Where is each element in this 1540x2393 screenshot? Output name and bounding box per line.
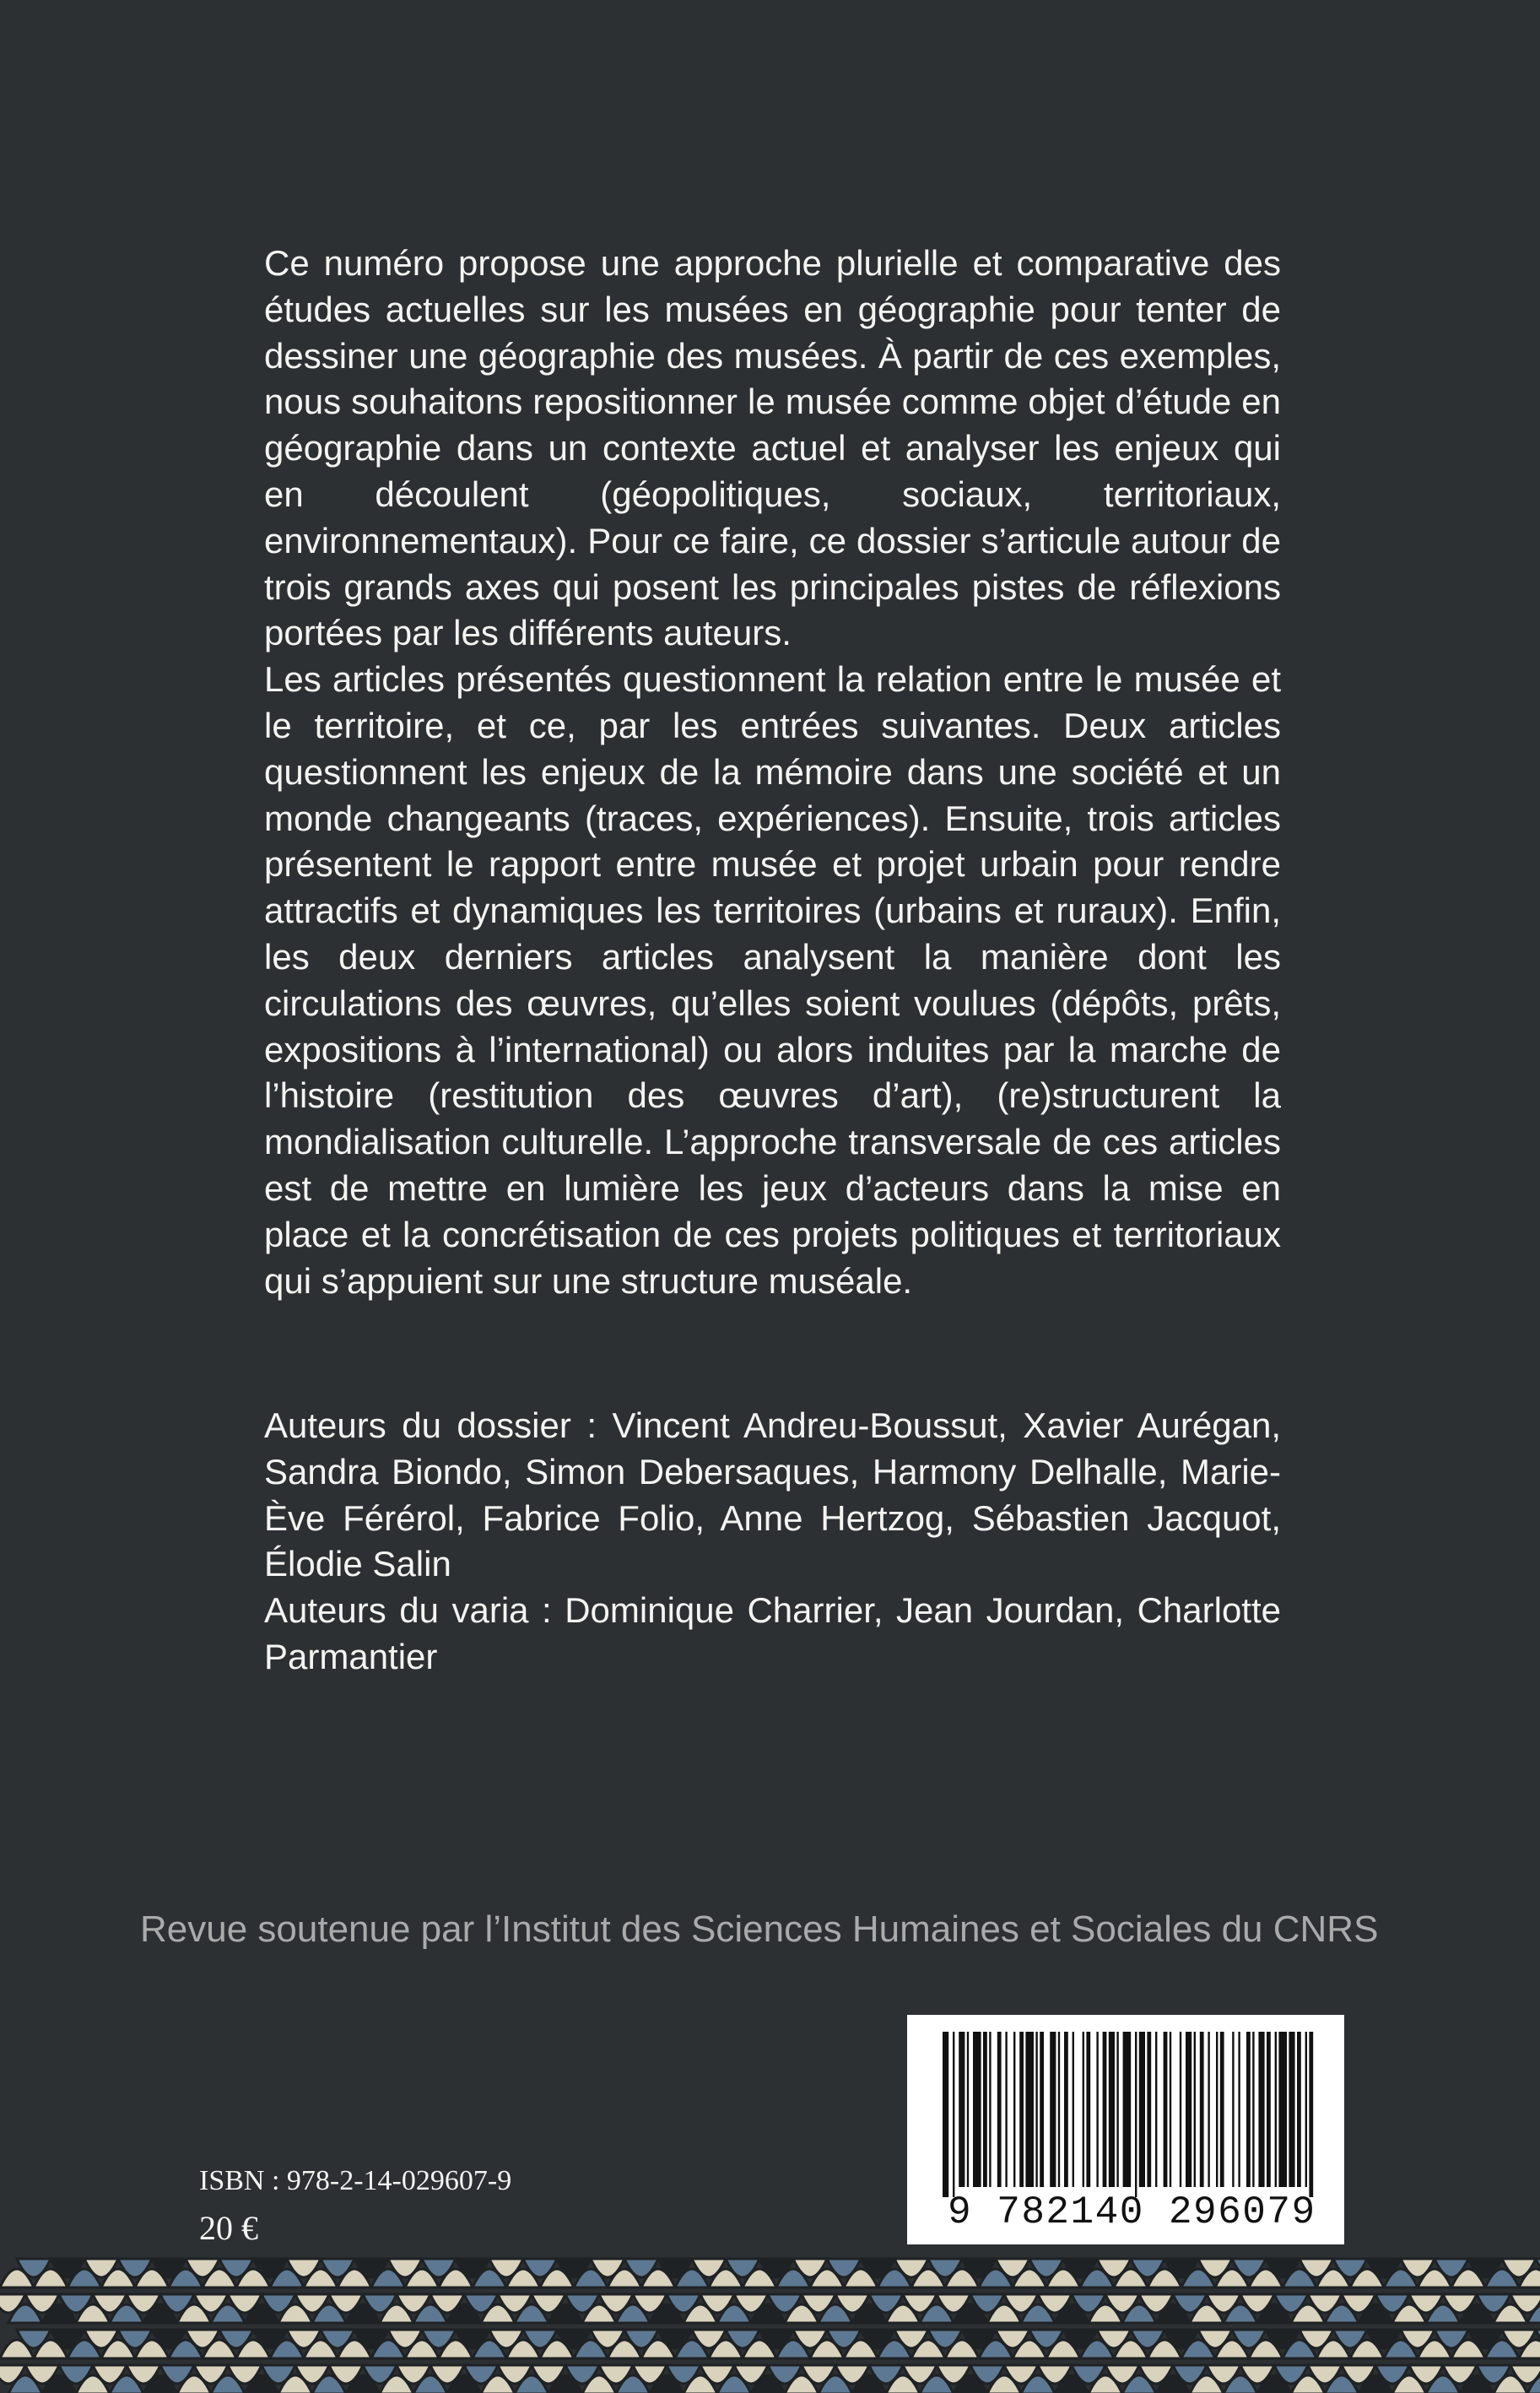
- barcode-bar: [1123, 2032, 1132, 2187]
- summary-paragraph-1: Ce numéro propose une approche plurielle et comparative des études actuelles sur les musées en géographie pour tenter de dessiner une géographie des musées. À partir de ces exemples, nous souhaitons repositionner le musée comme objet d’étude en géographie dans un contexte actuel et analyser les enjeux qui en découlent (géopolitiques, sociaux, territoriaux, environnementaux). Pour ce faire, ce dossier s’articule autour de trois grands axes qui posent les principales pistes de réflexions portées par les différents auteurs.: [264, 243, 1281, 653]
- barcode-bar: [1220, 2032, 1224, 2187]
- authors-block: [264, 1403, 1281, 1681]
- barcode-bar: [953, 2032, 954, 2197]
- barcode-bar: [1109, 2032, 1115, 2187]
- price: 20 €: [199, 2209, 258, 2247]
- support-line: Revue soutenue par l’Institut des Sciences Humaines et Sociales du CNRS: [140, 1908, 1379, 1950]
- barcode-bar: [1064, 2032, 1068, 2187]
- barcode: [907, 2015, 1344, 2244]
- barcode-bar: [1073, 2032, 1074, 2187]
- dossier-authors: Auteurs du dossier : Vincent Andreu-Boussut, Xavier Aurégan, Sandra Biondo, Simon Debersaques, Harmony Delhalle, Marie-Ève Férérol, Fabrice Folio, Anne Hertzog, Sébastien Jacquot, Élodie Salin: [264, 1405, 1281, 1584]
- barcode-bar: [959, 2032, 965, 2187]
- barcode-bar: [1252, 2032, 1254, 2187]
- barcode-bar: [1258, 2032, 1264, 2187]
- barcode-bar: [1297, 2032, 1301, 2187]
- barcode-bar: [1275, 2032, 1277, 2187]
- barcode-digits: 9 782140 296079: [948, 2190, 1316, 2234]
- barcode-bar: [1139, 2032, 1145, 2187]
- barcode-bar: [1147, 2032, 1151, 2187]
- barcode-bar: [1180, 2032, 1181, 2187]
- barcode-bar: [1246, 2032, 1251, 2187]
- barcode-bar: [1035, 2032, 1037, 2187]
- barcode-bar: [1040, 2032, 1044, 2187]
- barcode-bar: [1238, 2032, 1240, 2187]
- barcode-bar: [1309, 2032, 1313, 2197]
- barcode-bar: [1083, 2032, 1084, 2187]
- barcode-bar: [1155, 2032, 1157, 2187]
- summary-text: [264, 241, 1281, 1304]
- barcode-bar: [1050, 2032, 1056, 2187]
- varia-authors: Auteurs du varia : Dominique Charrier, Jean Jourdan, Charlotte Parmantier: [264, 1590, 1281, 1676]
- barcode-bar: [1289, 2032, 1294, 2187]
- barcode-bar: [997, 2032, 1002, 2187]
- barcode-bar: [943, 2032, 948, 2197]
- barcode-bar: [983, 2032, 987, 2187]
- barcode-bar: [1116, 2032, 1118, 2187]
- barcode-bar: [1103, 2032, 1107, 2187]
- barcode-bar: [1025, 2032, 1034, 2187]
- barcode-bar: [1278, 2032, 1287, 2187]
- decorative-pattern: [0, 2255, 1540, 2393]
- barcode-bar: [973, 2032, 981, 2187]
- barcode-bar: [1267, 2032, 1271, 2187]
- barcode-bar: [1216, 2032, 1218, 2187]
- barcode-bar: [1186, 2032, 1191, 2187]
- barcode-bar: [1305, 2032, 1307, 2187]
- barcode-bar: [1170, 2032, 1171, 2187]
- barcode-bar: [1208, 2032, 1209, 2187]
- barcode-bar: [967, 2032, 969, 2187]
- barcode-bar: [1058, 2032, 1060, 2187]
- barcode-bar: [1096, 2032, 1098, 2187]
- barcode-bar: [1005, 2032, 1007, 2187]
- barcode-bar: [1135, 2032, 1137, 2197]
- barcode-bar: [1019, 2032, 1024, 2187]
- barcode-bar: [1200, 2032, 1204, 2187]
- barcode-bar: [989, 2032, 991, 2187]
- isbn: ISBN : 978-2-14-029607-9: [199, 2165, 512, 2196]
- barcode-bar: [1086, 2032, 1090, 2187]
- barcode-bar: [1232, 2032, 1234, 2187]
- barcode-bar: [1194, 2032, 1196, 2187]
- barcode-bar: [1164, 2032, 1168, 2187]
- barcode-bar: [1013, 2032, 1015, 2187]
- summary-paragraph-2: Les articles présentés questionnent la relation entre le musée et le territoire, et ce, par les entrées suivantes. Deux articles questionnent les enjeux de la mémoire dans une société et un monde changeants (traces, expériences). Ensuite, trois articles présentent le rapport entre musée et projet urbain pour rendre attractifs et dynamiques les territoires (urbains et ruraux). Enfin, les deux derniers articles analysent la manière dont les circulations des œuvres, qu’elles soient voulues (dépôts, prêts, expositions à l’international) ou alors induites par la marche de l’histoire (restitution des œuvres d’art), (re)structurent la mondialisation culturelle. L’approche transversale de ces articles est de mettre en lumière les jeux d’acteurs dans la mise en place et la concrétisation de ces projets politiques et territoriaux qui s’appuient sur une structure muséale.: [264, 659, 1281, 1301]
